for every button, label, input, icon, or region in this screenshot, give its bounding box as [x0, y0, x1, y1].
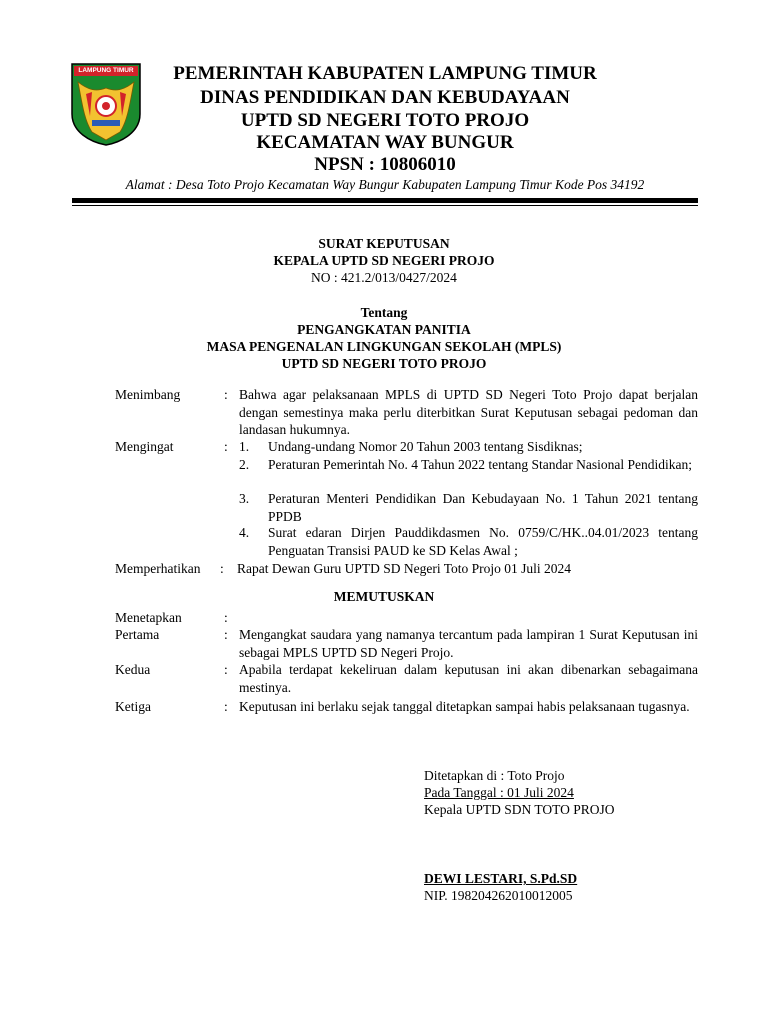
- letterhead-line-3: UPTD SD NEGERI TOTO PROJO: [240, 110, 530, 131]
- letterhead-line-1: PEMERINTAH KABUPATEN LAMPUNG TIMUR: [173, 63, 597, 84]
- letterhead-npsn: NPSN : 10806010: [314, 154, 456, 175]
- letterhead-line-4: KECAMATAN WAY BUNGUR: [256, 132, 514, 153]
- mengingat-item-1-text: Undang-undang Nomor 20 Tahun 2003 tentang Sisdiknas;: [268, 439, 583, 454]
- mengingat-label: Mengingat: [115, 439, 174, 454]
- mengingat-item-2-text: Peraturan Pemerintah No. 4 Tahun 2022 tentang Standar Nasional Pendidikan;: [268, 457, 692, 472]
- memperhatikan-text: Rapat Dewan Guru UPTD SD Negeri Toto Projo 01 Juli 2024: [237, 561, 572, 576]
- letterhead-line-2: DINAS PENDIDIKAN DAN KEBUDAYAAN: [200, 87, 570, 108]
- letterhead-divider-thick: [72, 198, 698, 203]
- menimbang-label: Menimbang: [115, 387, 181, 402]
- menetapkan-colon: :: [224, 610, 228, 625]
- signature-place: Ditetapkan di : Toto Projo: [424, 768, 565, 783]
- pertama-colon: :: [224, 627, 228, 642]
- decision-heading: MEMUTUSKAN: [333, 589, 435, 604]
- signature-position: Kepala UPTD SDN TOTO PROJO: [424, 802, 615, 817]
- mengingat-item-1-number: 1.: [239, 439, 250, 454]
- emblem-label: LAMPUNG TIMUR: [78, 67, 134, 74]
- decree-subject-3: UPTD SD NEGERI TOTO PROJO: [281, 356, 487, 371]
- letterhead-divider-thin: [72, 205, 698, 206]
- pertama-text: Mengangkat saudara yang namanya tercantum pada lampiran 1 Surat Keputusan ini sebagai MPLS UPTD SD Negeri Projo.: [239, 627, 698, 660]
- mengingat-item-3-number: 3.: [239, 491, 250, 506]
- signatory-nip: NIP. 198204262010012005: [424, 888, 573, 903]
- decree-issuer: KEPALA UPTD SD NEGERI PROJO: [273, 253, 495, 268]
- mengingat-item-4-text: Surat edaran Dirjen Pauddikdasmen No. 0759/C/HK..04.01/2023 tentang Penguatan Transisi PAUD ke SD Kelas Awal ;: [268, 525, 698, 558]
- mengingat-colon: :: [224, 439, 228, 454]
- decree-title: SURAT KEPUTUSAN: [318, 236, 450, 251]
- ketiga-label: Ketiga: [115, 699, 151, 714]
- mengingat-item-3-text: Peraturan Menteri Pendidikan Dan Kebudayaan No. 1 Tahun 2021 tentang PPDB: [268, 491, 698, 524]
- decree-number: NO : 421.2/013/0427/2024: [311, 270, 457, 285]
- pertama-label: Pertama: [115, 627, 160, 642]
- menimbang-colon: :: [224, 387, 228, 402]
- signature-date: Pada Tanggal : 01 Juli 2024: [424, 785, 574, 800]
- mengingat-item-2-number: 2.: [239, 457, 250, 472]
- kedua-text: Apabila terdapat kekeliruan dalam keputusan ini akan dibenarkan sebagaimana mestinya.: [239, 662, 698, 695]
- kedua-label: Kedua: [115, 662, 151, 677]
- signatory-name: DEWI LESTARI, S.Pd.SD: [424, 871, 578, 886]
- mengingat-item-4-number: 4.: [239, 525, 250, 540]
- memperhatikan-label: Memperhatikan: [115, 561, 201, 576]
- menimbang-text: Bahwa agar pelaksanaan MPLS di UPTD SD Negeri Toto Projo dapat berjalan dengan semestinya maka perlu diterbitkan Surat Keputusan sebagai pedoman dan landasan hukumnya.: [239, 387, 698, 437]
- decree-subject-1: PENGANGKATAN PANITIA: [297, 322, 471, 337]
- kedua-colon: :: [224, 662, 228, 677]
- ketiga-text: Keputusan ini berlaku sejak tanggal ditetapkan sampai habis pelaksanaan tugasnya.: [239, 699, 690, 714]
- regency-emblem: [70, 62, 142, 146]
- memperhatikan-colon: :: [220, 561, 224, 576]
- letterhead-address: Alamat : Desa Toto Projo Kecamatan Way Bungur Kabupaten Lampung Timur Kode Pos 34192: [125, 177, 645, 192]
- menetapkan-label: Menetapkan: [115, 610, 182, 625]
- ketiga-colon: :: [224, 699, 228, 714]
- decree-about: Tentang: [360, 305, 408, 320]
- decree-subject-2: MASA PENGENALAN LINGKUNGAN SEKOLAH (MPLS): [206, 339, 562, 354]
